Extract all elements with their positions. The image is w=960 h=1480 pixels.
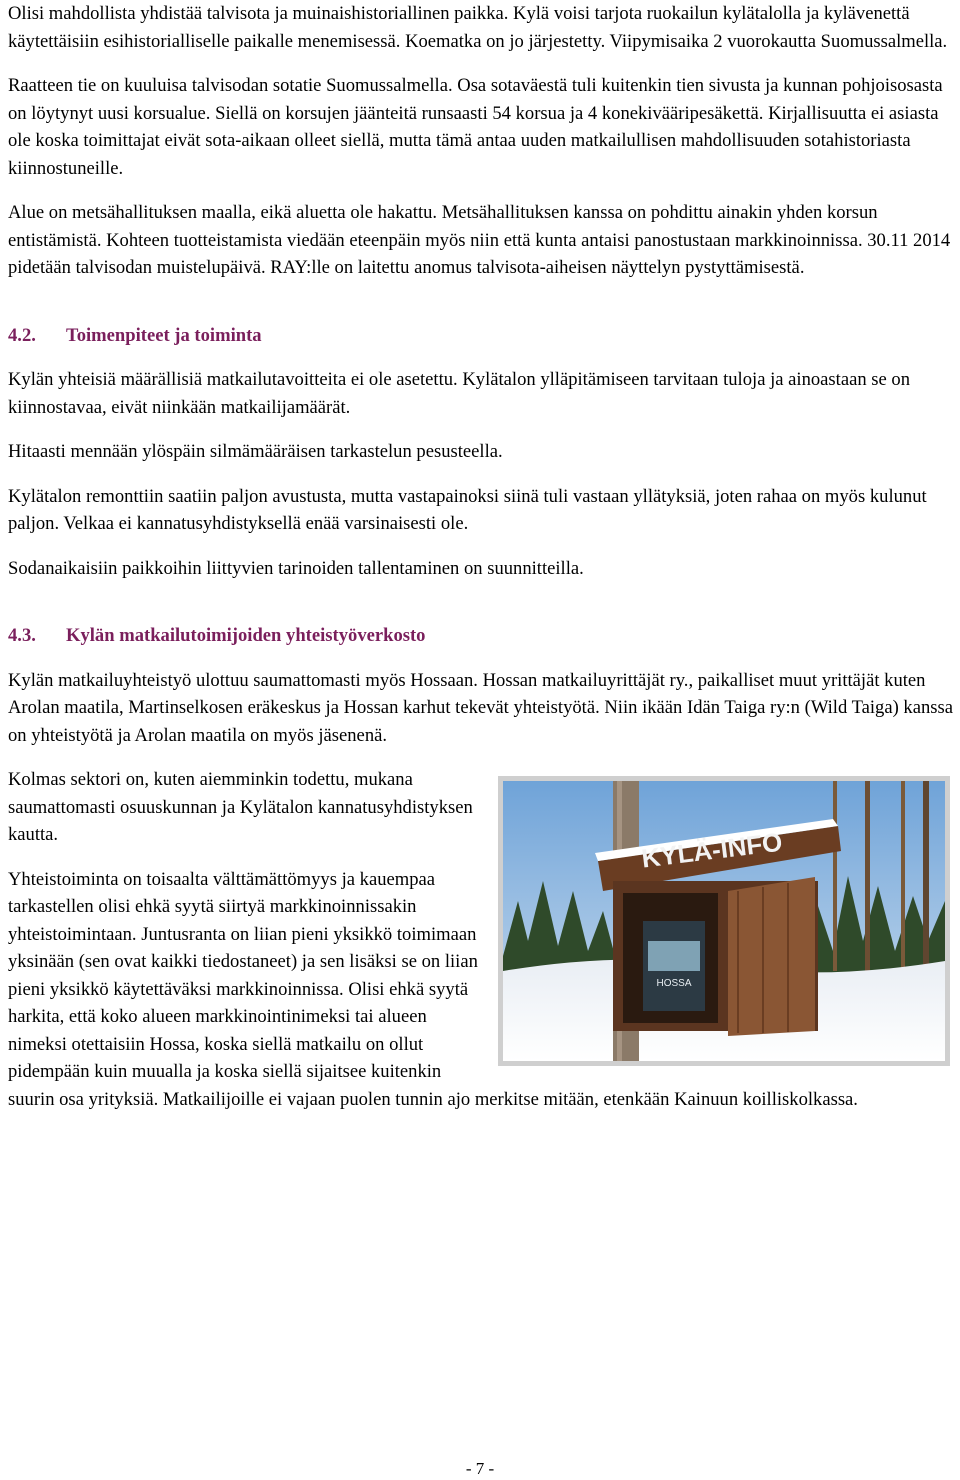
section-title: Kylän matkailutoimijoiden yhteistyöverkosto xyxy=(66,625,426,646)
section-title: Toimenpiteet ja toiminta xyxy=(66,324,262,346)
kyla-info-illustration xyxy=(503,781,945,1061)
section-4-3-paragraph-1: Kylän matkailuyhteistyö ulottuu saumattomasti myös Hossaan. Hossan matkailuyrittäjät ry., paikalliset muut yrittäjät kuten Arolan maatila, Martinselkosen eräkeskus ja Hossan karhut tekevät yhteistyötä. Niin ikään Idän Taiga ry:n (Wild Taiga) kanssa on yhteistyötä ja Arolan maatila on myös jäsenenä. xyxy=(8,669,954,746)
info-box xyxy=(595,819,841,1036)
intro-paragraph-1: Olisi mahdollista yhdistää talvisota ja muinaishistoriallinen paikka. Kylä voisi tarjota ruokailun kylätalolla ja kylävenettä käytettäisiin esihistorialliselle paikalle menemisessä. Koematka on jo järjestetty. Viipymisaika 2 vuorokautta Suomussalmella. xyxy=(8,3,948,52)
section-4-3-paragraph-3: Yhteistoiminta on toisaalta välttämättömyys ja kauempaa tarkastellen olisi ehkä syytä siirtyä markkinoinnissakin yhteistoimintaan. Juntusranta on liian pieni yksikkö toimimaan yksinään (sen ovat kaikki tiedostaneet) ja sen lisäksi se on liian pieni yksikkö käytettäväksi markkinoinnissa. Olisi ehkä syytä harkita, että koko alueen markkinointinimeksi tai alueen nimeksi otettaisiin Hossa, koska siellä matkailu on ollut pidempään kuin muualla ja koska siellä sijaitsee kuitenkin suurin osa yrityksiä. Matkailijoille ei vajaan puolen tunnin ajo merkitse mitään, etenkään Kainuun koilliskolkassa. xyxy=(8,868,858,1110)
section-4-2-paragraph-2: Hitaasti mennään ylöspäin silmämääräisen tarkastelun pesusteella. xyxy=(8,441,503,462)
section-number: 4.2. xyxy=(8,324,36,346)
section-4-2-paragraph-1: Kylän yhteisiä määrällisiä matkailutavoitteita ei ole asetettu. Kylätalon ylläpitämiseen tarvitaan tuloja ja ainoastaan se on kiinnostavaa, eivät niinkään matkailijamäärät. xyxy=(8,369,911,418)
brochure-label: HOSSA xyxy=(656,978,692,989)
section-4-3-paragraph-2: Kolmas sektori on, kuten aiemminkin todettu, mukana saumattomasti osuuskunnan ja Kylätalon kannatusyhdistyksen kautta. xyxy=(8,769,473,845)
section-4-2-paragraph-4: Sodanaikaisiin paikkoihin liittyvien tarinoiden tallentaminen on suunnitteilla. xyxy=(8,557,584,579)
sign-text: KYLÄ-INFO xyxy=(639,826,784,874)
intro-paragraph-3: Alue on metsähallituksen maalla, eikä aluetta ole hakattu. Metsähallituksen kanssa on pohdittu ainakin yhden korsun entistämistä. Kohteen tuotteistamista viedään eteenpäin myös niin että kunta antaisi panostustaan markkinoinnissa. 30.11 2014 pidetään talvisodan muistelupäivä. RAY:lle on laitettu anomus talvisota-aiheisen näyttelyn pystyttämisestä. xyxy=(8,202,951,278)
section-4-2-paragraph-3: Kylätalon remonttiin saatiin paljon avustusta, mutta vastapainoksi siinä tuli vastaan yllätyksiä, joten rahaa on myös kulunut paljon. Velkaa ei kannatusyhdistyksellä enää varsinaisesti ole. xyxy=(8,485,927,534)
section-number: 4.3. xyxy=(8,625,36,646)
section-heading-4-3 xyxy=(8,622,958,650)
intro-paragraph-2: Raatteen tie on kuuluisa talvisodan sotatie Suomussalmella. Osa sotaväestä tuli kuitenkin tien sivusta ja kunnan pohjoisosasta on löytynyt uusi korsualue. Siellä on korsujen jäänteitä runsaasti 54 korsua ja 4 konekivääripesäkettä. Kirjallisuutta ei asiasta ole koska toimittajat eivät sota-aikaan olleet siellä, mutta tämä antaa uuden matkailullisen mahdollisuuden sotahistoriasta kiinnostuneille. xyxy=(8,75,943,179)
section-heading-4-2 xyxy=(8,322,958,350)
document-page xyxy=(8,0,958,1113)
page-number: - 7 - xyxy=(465,1459,495,1478)
kyla-info-photo xyxy=(498,776,950,1066)
